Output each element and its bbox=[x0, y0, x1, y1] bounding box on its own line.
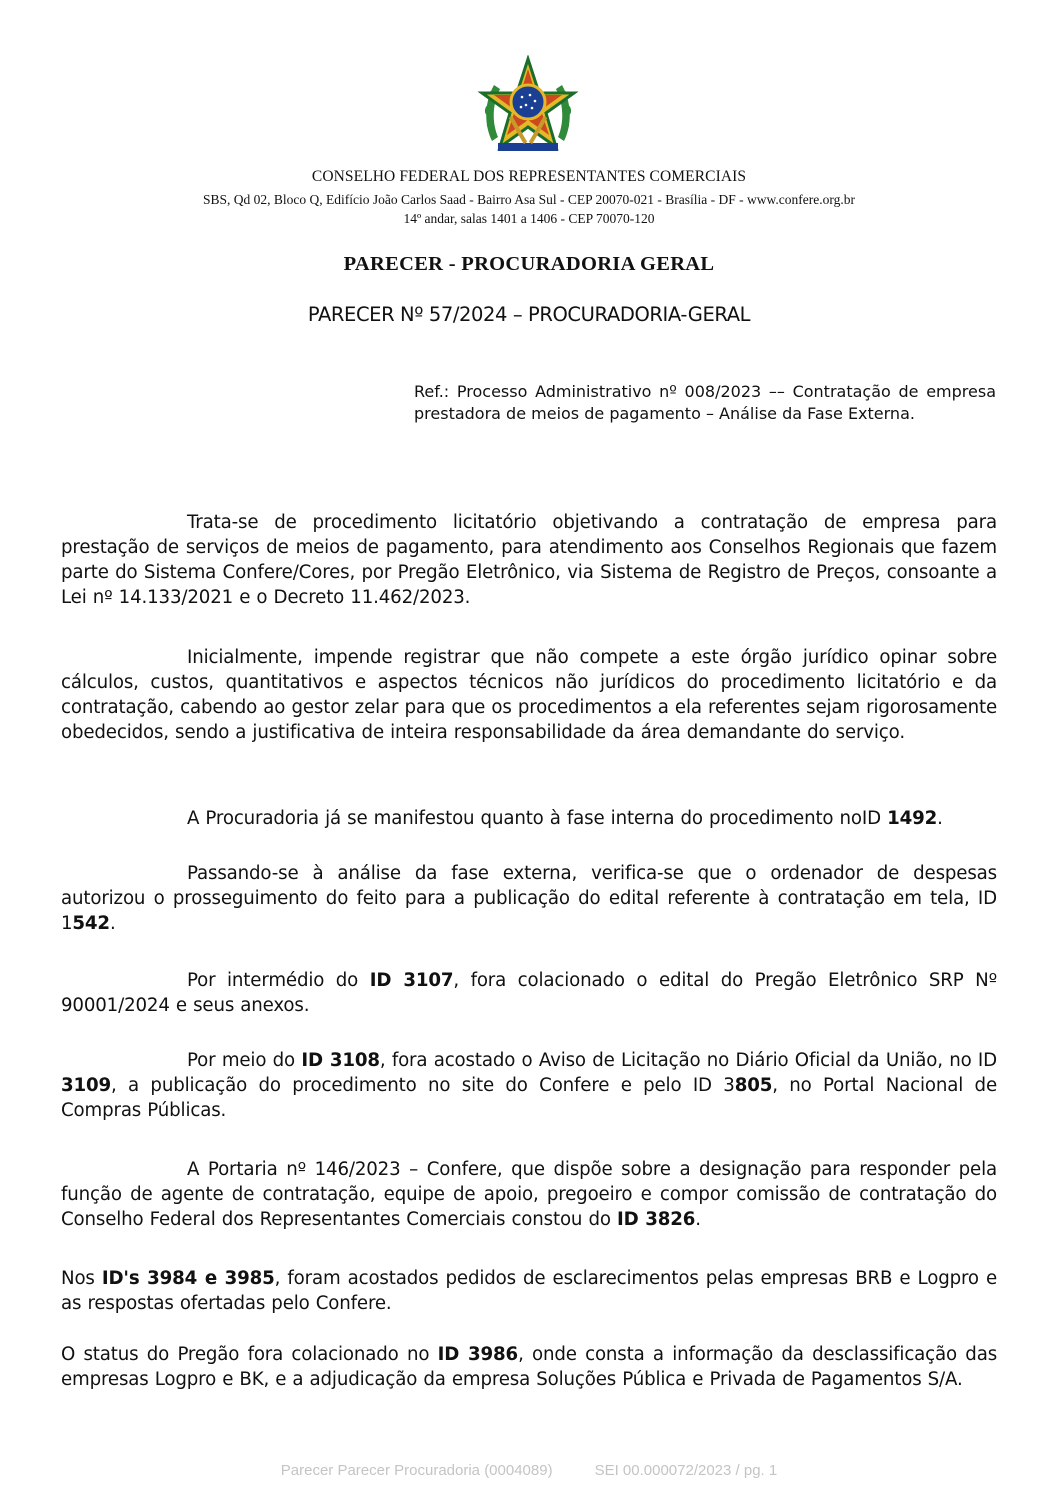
coat-of-arms-icon bbox=[478, 55, 578, 155]
footer-page-reference: SEI 00.000072/2023 / pg. 1 bbox=[594, 1462, 778, 1479]
document-subtitle: PARECER Nº 57/2024 – PROCURADORIA-GERAL bbox=[307, 303, 751, 326]
paragraph-6: Por meio do ID 3108, fora acostado o Aviso de Licitação no Diário Oficial da União, no ID 3109, a publicação do procedimento no site do Confere e pelo ID 3805, no Portal Nacional de Compras Públicas. bbox=[61, 1050, 997, 1121]
organization-name: CONSELHO FEDERAL DOS REPRESENTANTES COMERCIAIS bbox=[311, 168, 747, 185]
footer-document-name: Parecer Parecer Procuradoria (0004089) bbox=[280, 1462, 553, 1479]
reference-block: Ref.: Processo Administrativo nº 008/2023 –– Contratação de empresa prestadora de meios de pagamento – Análise da Fase Externa. bbox=[414, 382, 996, 423]
paragraph-1: Trata-se de procedimento licitatório objetivando a contratação de empresa para prestação de serviços de meios de pagamento, para atendimento aos Conselhos Regionais que fazem parte do Sistema Confere/Cores, por Pregão Eletrônico, via Sistema de Registro de Preços, consoante a Lei nº 14.133/2021 e o Decreto 11.462/2023. bbox=[61, 512, 997, 608]
paragraph-7: A Portaria nº 146/2023 – Confere, que dispõe sobre a designação para responder pela função de agente de contratação, equipe de apoio, pregoeiro e compor comissão de contratação do Conselho Federal dos Representantes Comerciais constou do ID 3826. bbox=[61, 1159, 997, 1230]
paragraph-3: A Procuradoria já se manifestou quanto à fase interna do procedimento noID 1492. bbox=[187, 808, 943, 829]
address-line-2: 14º andar, salas 1401 a 1406 - CEP 70070-120 bbox=[403, 211, 655, 226]
paragraph-2: Inicialmente, impende registrar que não compete a este órgão jurídico opinar sobre cálculos, custos, quantitativos e aspectos técnicos não jurídicos do procedimento licitatório e da contratação, cabendo ao gestor zelar para que os procedimentos a ela referentes sejam rigorosamente obedecidos, sendo a justificativa de inteira responsabilidade da área demandante do serviço. bbox=[61, 647, 997, 743]
address-line-1: SBS, Qd 02, Bloco Q, Edifício João Carlos Saad - Bairro Asa Sul - CEP 20070-021 - Brasília - DF - www.confere.org.br bbox=[203, 192, 855, 207]
page-footer bbox=[0, 1462, 1058, 1479]
paragraph-4: Passando-se à análise da fase externa, verifica-se que o ordenador de despesas autorizou o prosseguimento do feito para a publicação do edital referente à contratação em tela, ID 1542. bbox=[61, 863, 997, 934]
paragraph-5: Por intermédio do ID 3107, fora colacionado o edital do Pregão Eletrônico SRP Nº 90001/2024 e seus anexos. bbox=[61, 970, 997, 1016]
document-title: PARECER - PROCURADORIA GERAL bbox=[343, 253, 715, 275]
paragraph-8: Nos ID's 3984 e 3985, foram acostados pedidos de esclarecimentos pelas empresas BRB e Logpro e as respostas ofertadas pelo Confere. bbox=[61, 1268, 998, 1314]
paragraph-9: O status do Pregão fora colacionado no ID 3986, onde consta a informação da desclassificação das empresas Logpro e BK, e a adjudicação da empresa Soluções Pública e Privada de Pagamentos S/A. bbox=[61, 1344, 998, 1390]
